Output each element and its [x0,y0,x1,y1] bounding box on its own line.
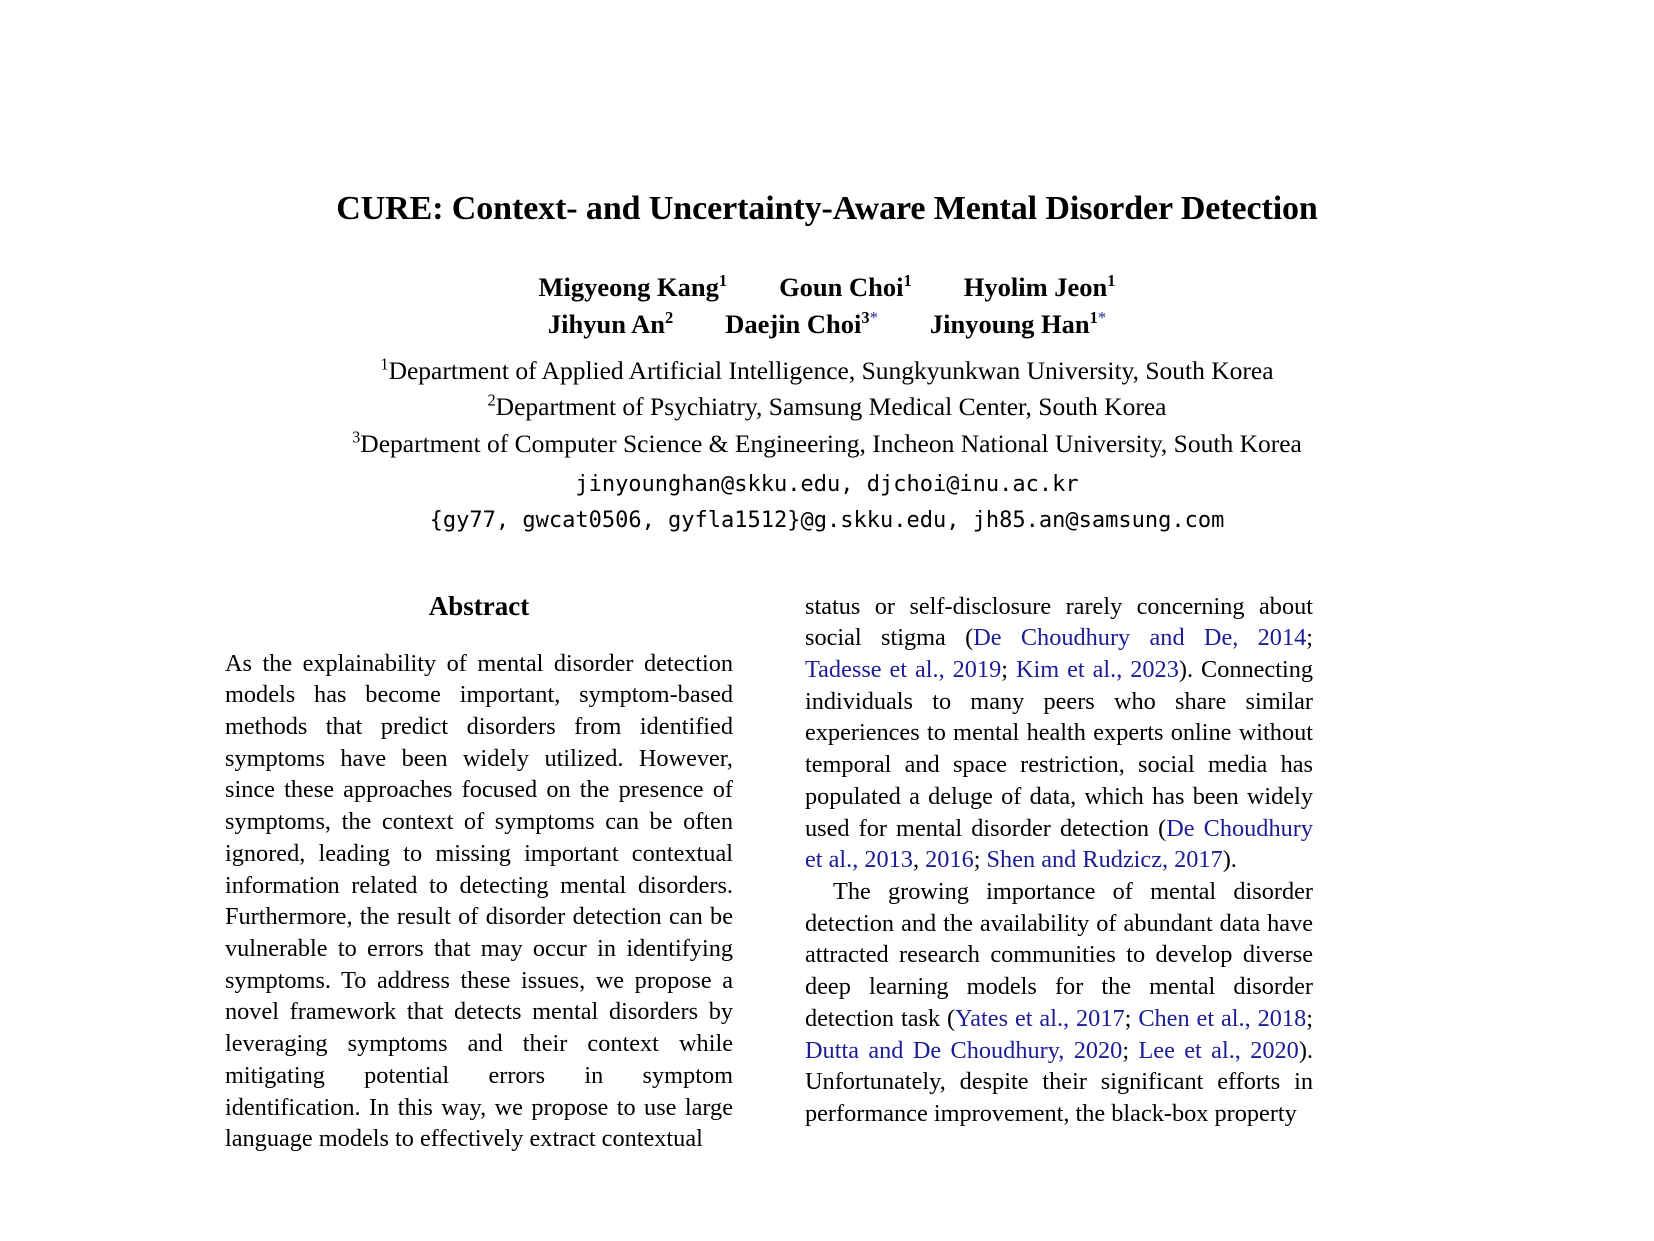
citation-link[interactable]: De Choudhury and De, 2014 [973,624,1307,652]
citation-link[interactable]: Chen et al., 2018 [1138,1004,1307,1032]
author-affiliation-marker: 1 [718,271,728,291]
citation-link[interactable]: Yates et al., 2017 [955,1004,1125,1032]
page-title: CURE: Context- and Uncertainty-Aware Mental Disorder Detection [336,190,1318,227]
affiliation-marker: 1 [380,354,389,374]
affiliation-text: Department of Computer Science & Engineering, Incheon National University, South Korea [360,429,1302,459]
corresponding-author-marker: * [869,308,878,328]
paragraph-segment: ). Connecting individuals to many peers who share similar experiences to mental health experts online without temporal and space restriction, social media has populated a deluge of data, which has been widely used for mental disorder detection ( [805,656,1313,842]
affiliation-text: Department of Psychiatry, Samsung Medical Center, South Korea [495,392,1167,422]
citation-separator: , [912,846,926,874]
paragraph-segment: ). Unfortunately, despite their significant efforts in performance improvement, the black-box property [805,1036,1313,1127]
paragraph-segment: ). [1222,846,1237,874]
affiliation-line [225,426,1429,463]
author-list [225,269,1429,342]
author-affiliation-marker: 1 [1089,308,1098,328]
citation-link[interactable]: Tadesse et al., 2019 [805,656,1002,684]
citation-link[interactable]: 2016 [925,846,974,874]
author-name: Migyeong Kang [538,272,719,303]
author-affiliation-marker: 2 [665,308,674,328]
introduction-column [805,591,1313,1155]
citation-link[interactable]: Lee et al., 2020 [1138,1036,1299,1064]
author-affiliation-marker: 3 [861,308,870,328]
citation-separator: ; [1306,1004,1313,1032]
author-name: Goun Choi [779,272,904,303]
affiliation-line [225,389,1429,426]
email-line: jinyounghan@skku.edu, djchoi@inu.ac.kr [575,472,1079,498]
author-row-2 [225,306,1429,343]
citation-separator: ; [1306,624,1313,652]
abstract-column [225,591,733,1155]
author-entry [548,306,673,343]
affiliation-list [225,353,1429,464]
citation-link[interactable]: Shen and Rudzicz, 2017 [986,846,1223,874]
paragraph-segment: The growing importance of mental disorder detection and the availability of abundant data have attracted research communities to develop diverse deep learning models for the mental disorder detection task ( [805,878,1313,1032]
paragraph-segment: status or self-disclosure rarely concerning about social stigma ( [805,592,1313,652]
two-column-body [225,591,1429,1155]
affiliation-marker: 2 [487,390,496,410]
author-affiliation-marker: 1 [1107,271,1116,291]
author-name: Daejin Choi [725,308,862,339]
author-entry [538,269,727,306]
citation-separator: ; [1124,1004,1139,1032]
intro-paragraph-2 [805,876,1313,1130]
citation-separator: ; [1001,656,1016,684]
citation-link[interactable]: Kim et al., 2023 [1015,656,1179,684]
author-entry [725,306,878,343]
citation-link[interactable]: Dutta and De Choudhury, 2020 [805,1036,1123,1064]
author-affiliation-marker: 1 [903,271,912,291]
affiliation-text: Department of Applied Artificial Intelligence, Sungkyunkwan University, South Korea [388,355,1274,385]
abstract-text: As the explainability of mental disorder detection models has become important, symptom-based methods that predict disorders from identified symptoms have been widely utilized. However, since these approaches focused on the presence of symptoms, the context of symptoms can be often ignored, leading to missing important contextual information related to detecting mental disorders. Furthermore, the result of disorder detection can be vulnerable to errors that may occur in identifying symptoms. To address these issues, we propose a novel framework that detects mental disorders by leveraging symptoms and their context while mitigating potential errors in symptom identification. In this way, we propose to use large language models to effectively extract contextual [225,649,733,1153]
abstract-heading: Abstract [428,590,530,621]
author-name: Jihyun An [547,308,665,339]
citation-separator: ; [1122,1036,1139,1064]
intro-paragraph-1 [805,591,1313,876]
author-name: Jinyoung Han [929,308,1090,339]
email-block [225,467,1429,538]
email-line: {gy77, gwcat0506, gyfla1512}@g.skku.edu, jh85.an@samsung.com [429,508,1225,534]
affiliation-marker: 3 [352,427,361,447]
author-entry [779,269,912,306]
author-entry [930,306,1106,343]
author-name: Hyolim Jeon [963,272,1108,303]
citation-separator: ; [973,846,987,874]
citation-link[interactable]: De Choudhury et al., 2013 [805,814,1313,874]
corresponding-author-marker: * [1097,308,1107,328]
author-entry [964,269,1116,306]
author-row-1 [225,269,1429,306]
affiliation-line [225,353,1429,390]
